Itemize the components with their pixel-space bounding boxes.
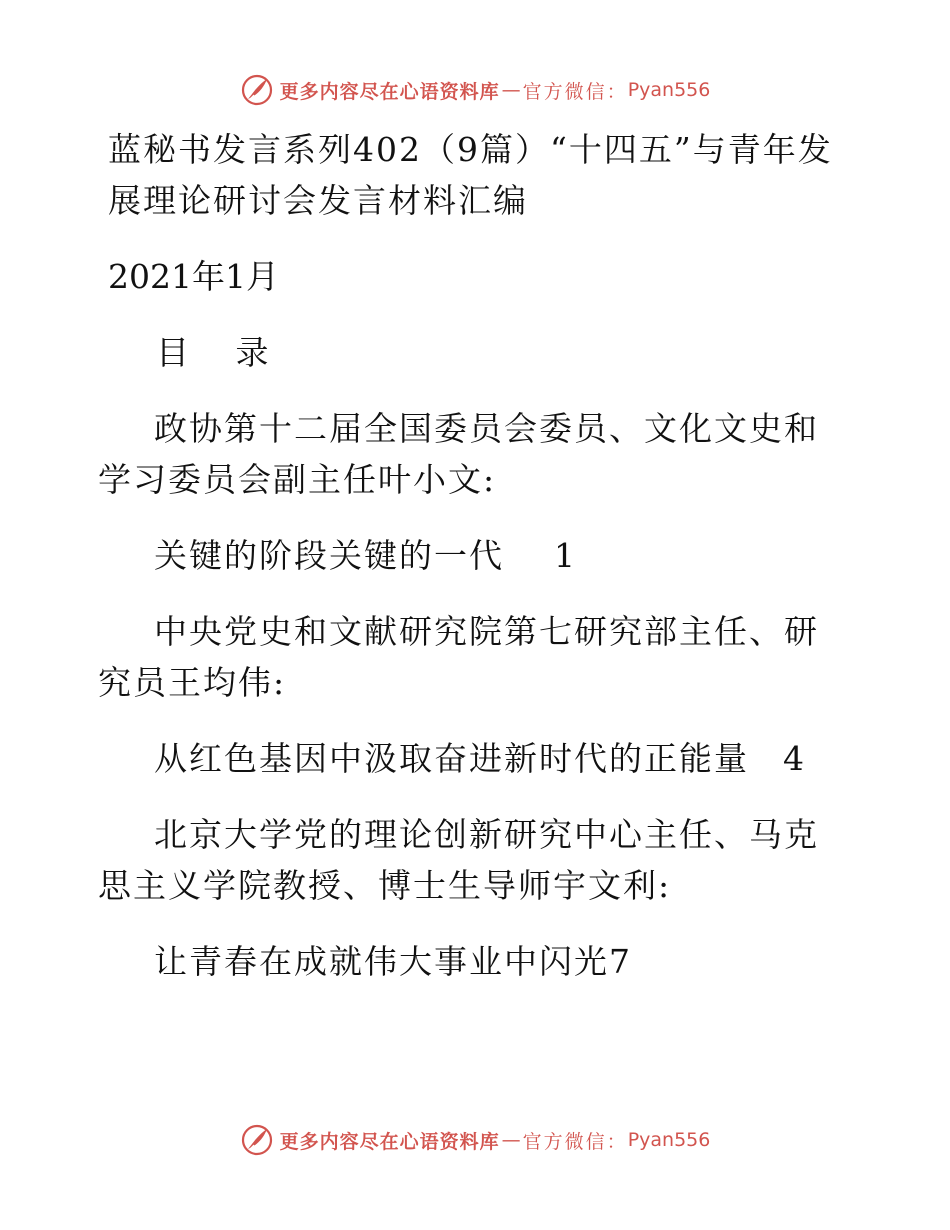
- watermark-brand: 更多内容尽在心语资料库: [279, 1130, 500, 1153]
- watermark-wechat-id: Pyan556: [627, 1129, 711, 1151]
- toc-entry-page: 4: [783, 739, 806, 778]
- watermark-banner-bottom: [0, 1120, 950, 1160]
- watermark-separator: —: [501, 1129, 521, 1151]
- watermark-wechat-id: Pyan556: [627, 79, 711, 101]
- watermark-banner-top: [0, 70, 950, 110]
- document-body: [98, 124, 843, 987]
- watermark-contact-label: 官方微信：: [522, 80, 628, 103]
- quill-pen-icon: [240, 73, 274, 107]
- toc-entry-page: 7: [609, 942, 632, 981]
- toc-entry-author: 北京大学党的理论创新研究中心主任、马克思主义学院教授、博士生导师宇文利:: [98, 815, 819, 905]
- toc-entry: [98, 936, 843, 987]
- toc-entry-title: 从红色基因中汲取奋进新时代的正能量: [154, 739, 749, 778]
- watermark-contact-label: 官方微信：: [522, 1130, 628, 1153]
- toc-heading: 目 录: [156, 333, 287, 372]
- document-date: 2021年1月: [108, 257, 279, 296]
- toc-entry-title: 关键的阶段关键的一代: [154, 536, 504, 575]
- watermark-brand: 更多内容尽在心语资料库: [279, 80, 500, 103]
- watermark-separator: —: [501, 79, 521, 101]
- toc-entry-author: 中央党史和文献研究院第七研究部主任、研究员王均伟:: [98, 612, 819, 702]
- document-title: 蓝秘书发言系列402（9篇）“十四五”与青年发展理论研讨会发言材料汇编: [108, 130, 833, 220]
- quill-pen-icon: [240, 1123, 274, 1157]
- toc-entry-page: 1: [554, 536, 577, 575]
- toc-entry-author: 政协第十二届全国委员会委员、文化文史和学习委员会副主任叶小文:: [98, 409, 819, 499]
- toc-entry: [98, 530, 843, 581]
- toc-entry: [98, 733, 843, 784]
- toc-entry-title: 让青春在成就伟大事业中闪光: [154, 942, 609, 981]
